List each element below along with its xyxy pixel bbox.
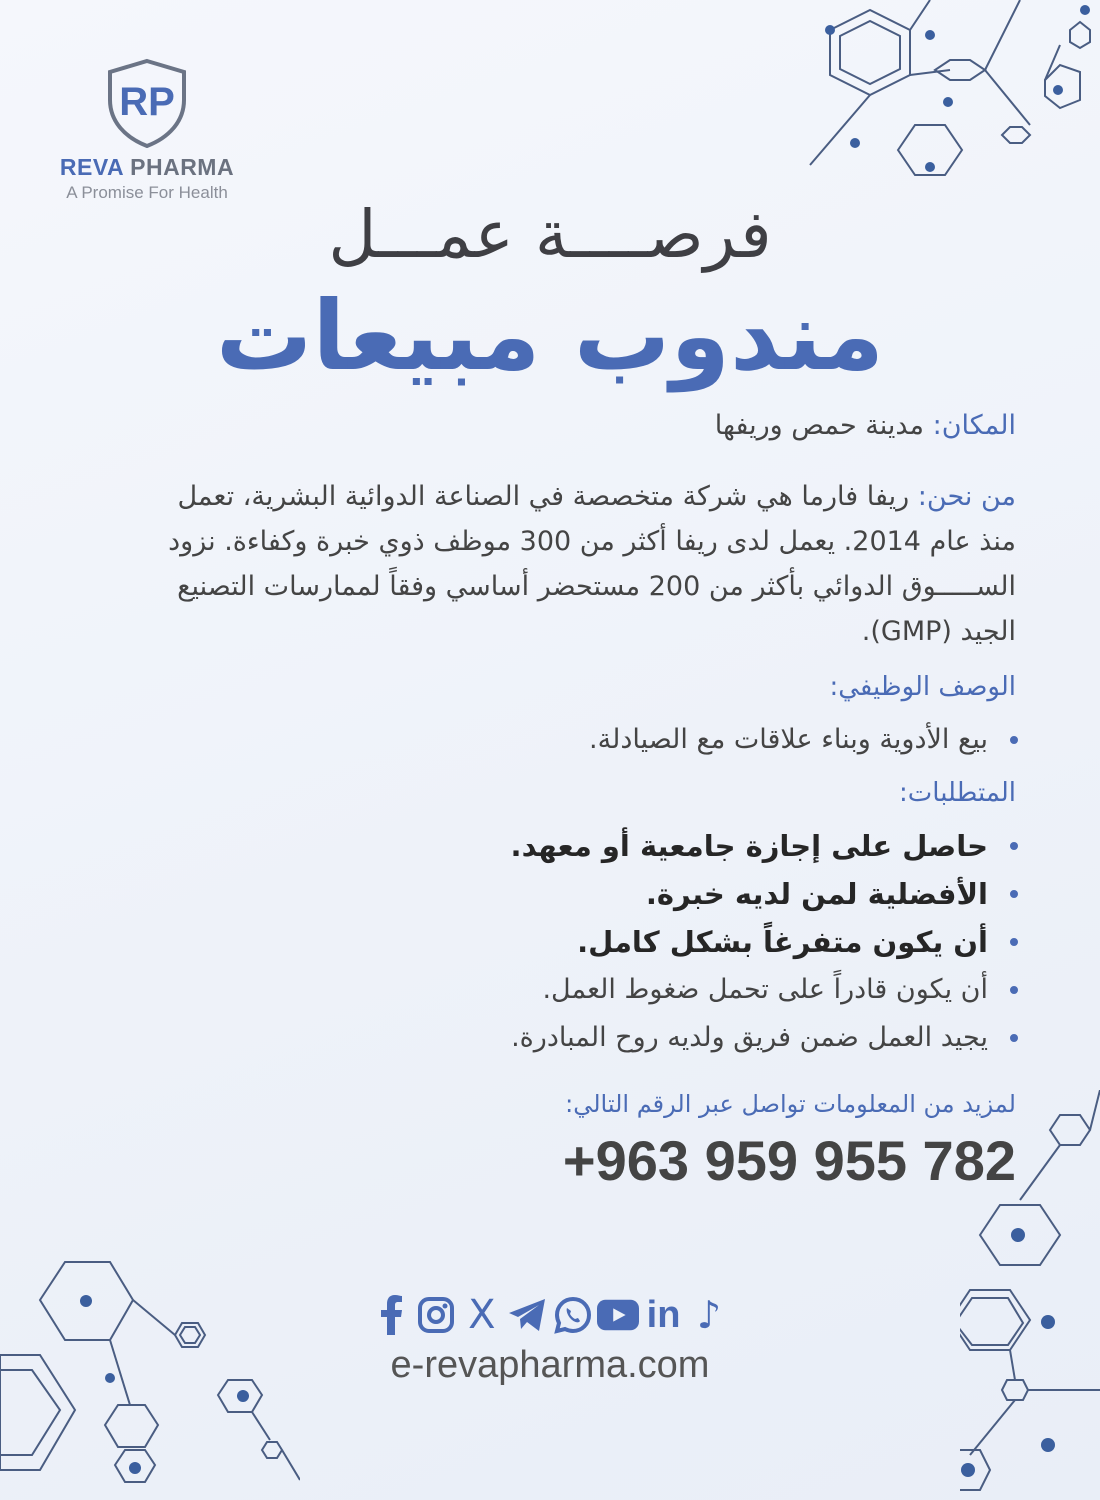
whatsapp-icon[interactable] (552, 1294, 594, 1336)
list-item (228, 716, 988, 764)
list-item-text: يجيد العمل ضمن فريق ولديه روح المبادرة. (511, 1022, 988, 1053)
list-item-text: أن يكون متفرغاً بشكل كامل. (577, 925, 988, 959)
youtube-icon[interactable] (597, 1294, 639, 1336)
x-icon[interactable]: X (468, 1292, 496, 1338)
linkedin-icon[interactable]: in (646, 1293, 681, 1336)
telegram-icon[interactable] (506, 1294, 548, 1336)
list-item (228, 1014, 988, 1062)
bullet-icon (1010, 1034, 1018, 1042)
job-opportunity-heading: فرصــــة عمـــل (328, 196, 772, 273)
location-label: المكان: (932, 410, 1016, 441)
facebook-icon[interactable] (370, 1294, 412, 1336)
brand-secondary: PHARMA (130, 154, 235, 180)
about-label: من نحن: (917, 481, 1016, 512)
bullet-icon (1010, 986, 1018, 994)
list-item (228, 966, 988, 1014)
job-description-label: الوصف الوظيفي: (829, 672, 1016, 702)
location-line (156, 410, 1016, 441)
brand-tagline: A Promise For Health (66, 183, 228, 202)
list-item-text: الأفضلية لمن لديه خبرة. (645, 877, 988, 911)
list-item-text: حاصل على إجازة جامعية أو معهد. (510, 829, 988, 863)
list-item-text: أن يكون قادراً على تحمل ضغوط العمل. (542, 974, 988, 1005)
brand-name (52, 154, 242, 181)
requirements-list (228, 822, 988, 1062)
logo-monogram: RP (119, 80, 175, 124)
bullet-icon (1010, 890, 1018, 898)
bullet-icon (1010, 736, 1018, 744)
molecule-decoration-top-right (790, 0, 1100, 210)
about-paragraph (156, 474, 1016, 654)
shield-monogram-icon (106, 58, 188, 148)
list-item (228, 918, 988, 966)
list-item (228, 870, 988, 918)
requirements-label: المتطلبات: (899, 778, 1016, 808)
about-text: ريفا فارما هي شركة متخصصة في الصناعة الدوائية البشرية، تعمل منذ عام 2014. يعمل لدى ريفا أكثر من 300 موظف ذوي خبرة وكفاءة. نزود الســـــوق الدوائي بأكثر من 200 مستحضر أساسي وفقاً لممارسات التصنيع الجيد (GMP). (168, 481, 1016, 647)
instagram-icon[interactable] (415, 1294, 457, 1336)
phone-number[interactable]: +963 959 955 782 (562, 1129, 1016, 1192)
job-title: مندوب مبيعات (215, 280, 885, 392)
bullet-icon (1010, 842, 1018, 850)
job-description-list (228, 716, 988, 764)
list-item-text: بيع الأدوية وبناء علاقات مع الصيادلة. (589, 724, 988, 755)
social-links (370, 1290, 730, 1340)
bullet-icon (1010, 938, 1018, 946)
website-url[interactable]: e-revapharma.com (390, 1344, 710, 1386)
brand-primary: REVA (59, 154, 124, 180)
company-logo (52, 58, 242, 203)
list-item (228, 822, 988, 870)
tiktok-icon[interactable]: ♪ (696, 1293, 722, 1337)
contact-label: لمزيد من المعلومات تواصل عبر الرقم التالي: (565, 1090, 1016, 1118)
location-value: مدينة حمص وريفها (714, 410, 933, 441)
